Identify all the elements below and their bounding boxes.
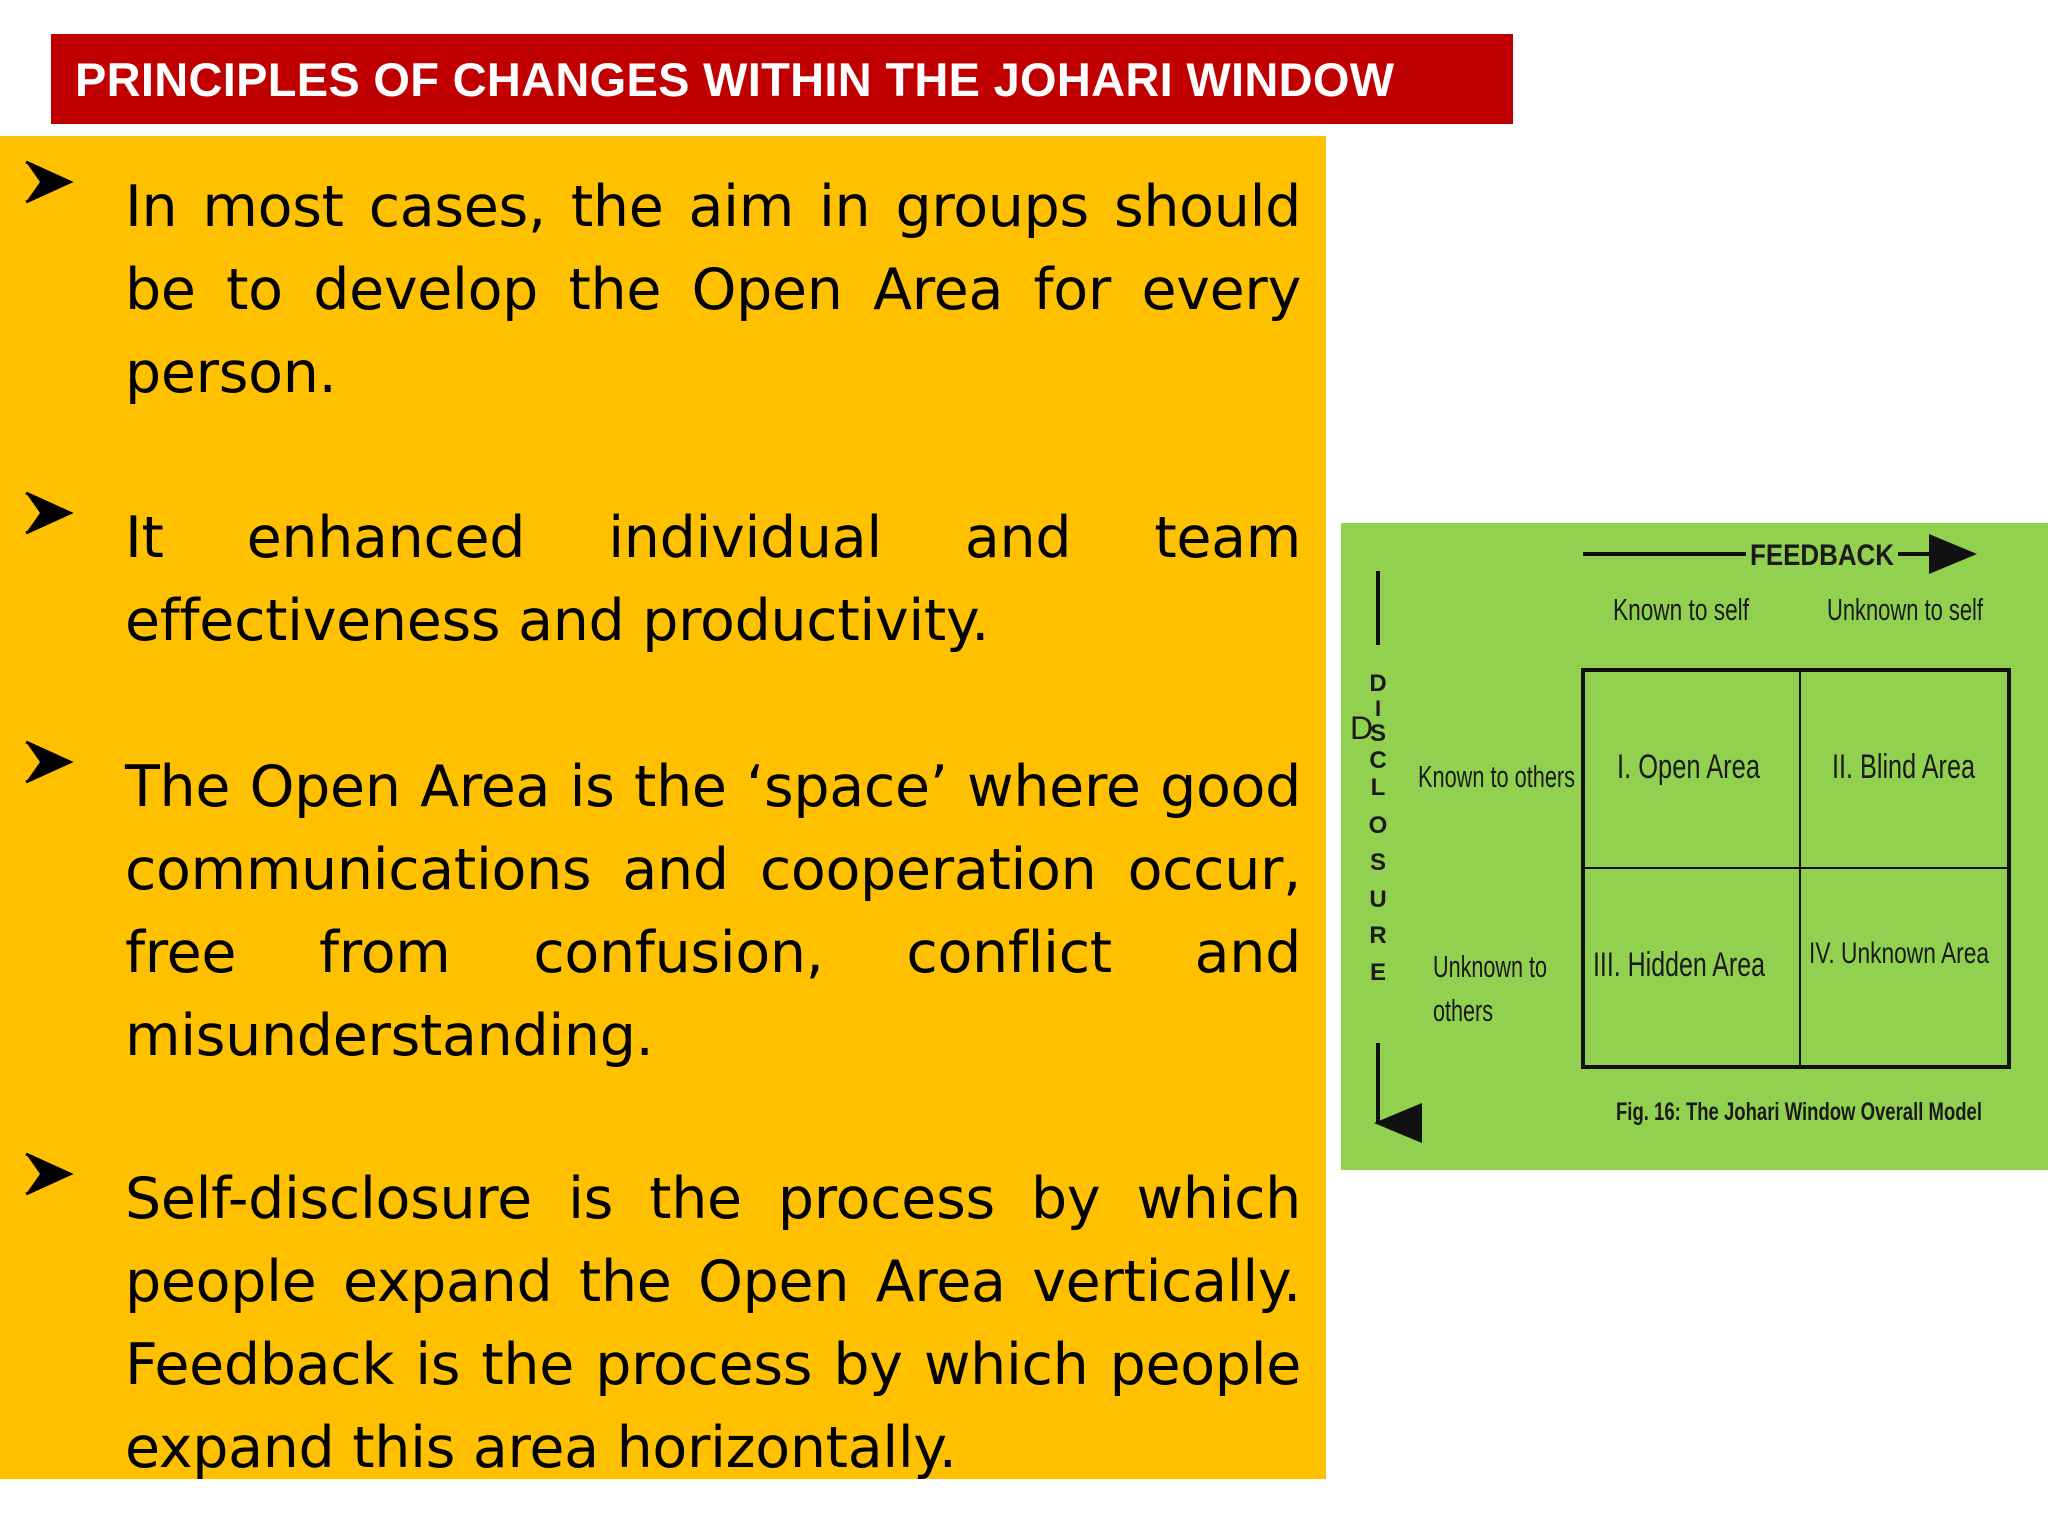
disclosure-letter: O <box>1368 812 1388 839</box>
figure-caption: Fig. 16: The Johari Window Overall Model <box>1616 1098 1982 1126</box>
disclosure-letter: E <box>1369 959 1387 986</box>
disclosure-letter: C <box>1369 747 1387 774</box>
disclosure-letter: S <box>1369 849 1387 876</box>
bullet-text: The Open Area is the ‘space’ where good communications and cooperation occur, free from confusion, conflict and misunderstanding. <box>125 754 1301 1069</box>
arrow-bullet-icon <box>22 487 74 539</box>
slide-title: PRINCIPLES OF CHANGES WITHIN THE JOHARI WINDOW <box>51 34 1513 124</box>
disclosure-letter: I <box>1374 696 1382 721</box>
cell-hidden-area: III. Hidden Area <box>1593 946 1766 984</box>
bullet-text: Self-disclosure is the process by which people expand the Open Area vertically. Feedback is the process by which people expand this area horizontally. <box>125 1166 1301 1481</box>
johari-window-figure <box>1341 523 2048 1170</box>
disclosure-letter: D <box>1369 670 1387 697</box>
row-unknown-to-others-line2: others <box>1433 993 1493 1028</box>
bullet-panel <box>0 136 1326 1479</box>
arrow-bullet-icon <box>22 736 74 788</box>
arrow-bullet-icon <box>22 156 74 208</box>
col-unknown-to-self: Unknown to self <box>1827 592 1984 627</box>
cell-blind-area: II. Blind Area <box>1832 748 1976 786</box>
disclosure-letter: S <box>1369 720 1387 747</box>
cell-open-area: I. Open Area <box>1617 748 1761 786</box>
arrow-bullet-icon <box>22 1148 74 1200</box>
row-known-to-others: Known to others <box>1418 759 1575 794</box>
cell-unknown-area: IV. Unknown Area <box>1809 937 1990 970</box>
feedback-label: FEEDBACK <box>1750 539 1895 572</box>
disclosure-extra-letter: D <box>1350 710 1374 746</box>
bullet-text: It enhanced individual and team effectiveness and productivity. <box>125 505 1301 654</box>
col-known-to-self: Known to self <box>1613 592 1750 627</box>
disclosure-letter: R <box>1369 922 1387 949</box>
disclosure-letter: U <box>1369 886 1387 913</box>
disclosure-letter: L <box>1370 774 1386 801</box>
bullet-text: In most cases, the aim in groups should be to develop the Open Area for every person. <box>125 174 1301 406</box>
row-unknown-to-others-line1: Unknown to <box>1433 949 1547 984</box>
